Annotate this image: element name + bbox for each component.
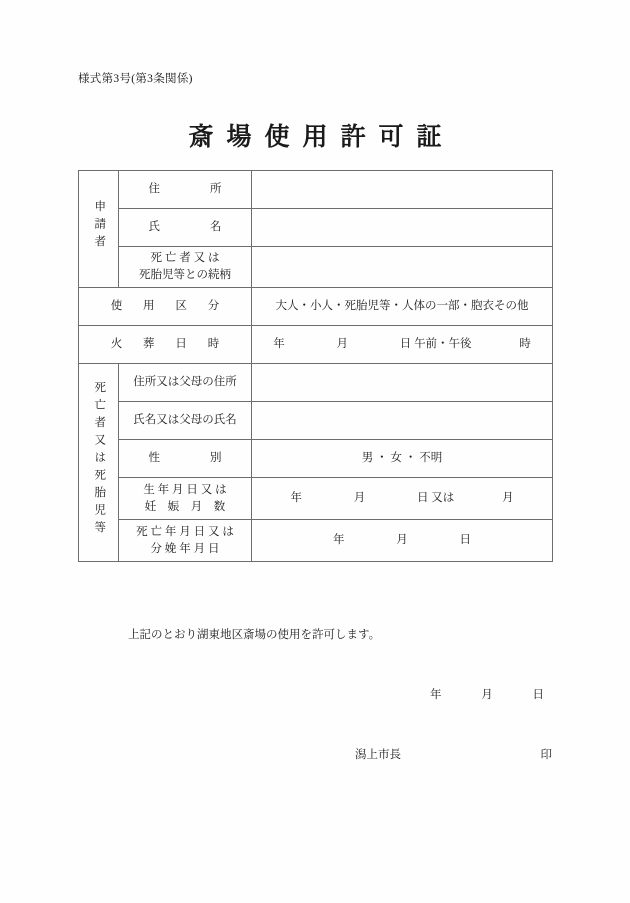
usage-category-options[interactable]: 大人・小人・死胎児等・人体の一部・胞衣その他 — [252, 288, 553, 326]
table-row — [79, 520, 553, 562]
applicant-relation-input[interactable] — [252, 247, 553, 288]
deceased-death-value[interactable] — [252, 520, 553, 562]
birth-month: 月 — [353, 492, 366, 505]
table-row — [79, 247, 553, 288]
deceased-sex-options[interactable]: 男 ・ 女 ・ 不明 — [252, 440, 553, 478]
permit-form-table — [78, 170, 553, 562]
issuer-name: 潟上市長 — [355, 749, 401, 761]
deceased-birth-label-line1: 生 年 月 日 又 は — [143, 483, 227, 496]
permit-statement: 上記のとおり湖東地区斎場の使用を許可します。 — [128, 629, 381, 641]
table-row — [79, 209, 553, 247]
usage-category-label: 使 用 区 分 — [79, 288, 252, 326]
applicant-name-input[interactable] — [252, 209, 553, 247]
cremation-ampm: 午前・午後 — [414, 338, 472, 351]
applicant-address-input[interactable] — [252, 171, 553, 209]
deceased-sex-label: 性 別 — [119, 440, 252, 478]
group-label-deceased-text: 死亡者又は死胎児等 — [93, 380, 106, 539]
deceased-birth-label-line2: 妊 娠 月 数 — [144, 500, 226, 513]
issuer-signature-line — [355, 746, 552, 762]
table-row — [79, 402, 553, 440]
table-row — [79, 326, 553, 364]
table-row — [79, 364, 553, 402]
deceased-name-label: 氏名又は父母の氏名 — [119, 402, 252, 440]
cremation-month: 月 — [336, 338, 348, 351]
table-row — [79, 440, 553, 478]
group-label-applicant-text: 申請者 — [93, 199, 106, 253]
issue-date-line[interactable] — [430, 686, 544, 702]
deceased-address-label: 住所又は父母の住所 — [119, 364, 252, 402]
deceased-death-label — [119, 520, 252, 562]
form-code: 様式第3号(第3条関係) — [78, 73, 193, 85]
deceased-death-label-line2: 分 娩 年 月 日 — [150, 542, 220, 555]
group-label-deceased — [79, 364, 119, 562]
seal-mark: 印 — [540, 749, 552, 761]
deceased-address-input[interactable] — [252, 364, 553, 402]
table-row — [79, 478, 553, 520]
birth-day: 日 又は — [416, 492, 455, 505]
cremation-day: 日 — [399, 338, 412, 351]
group-label-applicant — [79, 171, 119, 288]
issue-date-month: 月 — [481, 689, 493, 701]
deceased-birth-label — [119, 478, 252, 520]
deceased-birth-value[interactable] — [252, 478, 553, 520]
birth-months: 月 — [502, 492, 514, 505]
cremation-datetime-value[interactable] — [252, 326, 553, 364]
applicant-relation-label-line1: 死 亡 者 又 は — [150, 252, 220, 265]
cremation-datetime-label: 火 葬 日 時 — [79, 326, 252, 364]
deceased-death-label-line1: 死 亡 年 月 日 又 は — [136, 525, 234, 538]
applicant-relation-label-line2: 死胎児等との続柄 — [139, 269, 231, 281]
applicant-name-label: 氏 名 — [119, 209, 252, 247]
table-row — [79, 288, 553, 326]
issue-date-year: 年 — [430, 689, 442, 701]
death-day: 日 — [459, 534, 471, 547]
death-month: 月 — [396, 534, 408, 547]
deceased-name-input[interactable] — [252, 402, 553, 440]
birth-year: 年 — [290, 492, 302, 505]
applicant-address-label: 住 所 — [119, 171, 252, 209]
death-year: 年 — [333, 534, 345, 547]
issue-date-day: 日 — [532, 689, 544, 701]
cremation-year: 年 — [273, 338, 285, 351]
cremation-hour: 時 — [519, 338, 531, 351]
applicant-relation-label — [119, 247, 252, 288]
page-title: 斎場使用許可証 — [188, 124, 455, 151]
table-row — [79, 171, 553, 209]
